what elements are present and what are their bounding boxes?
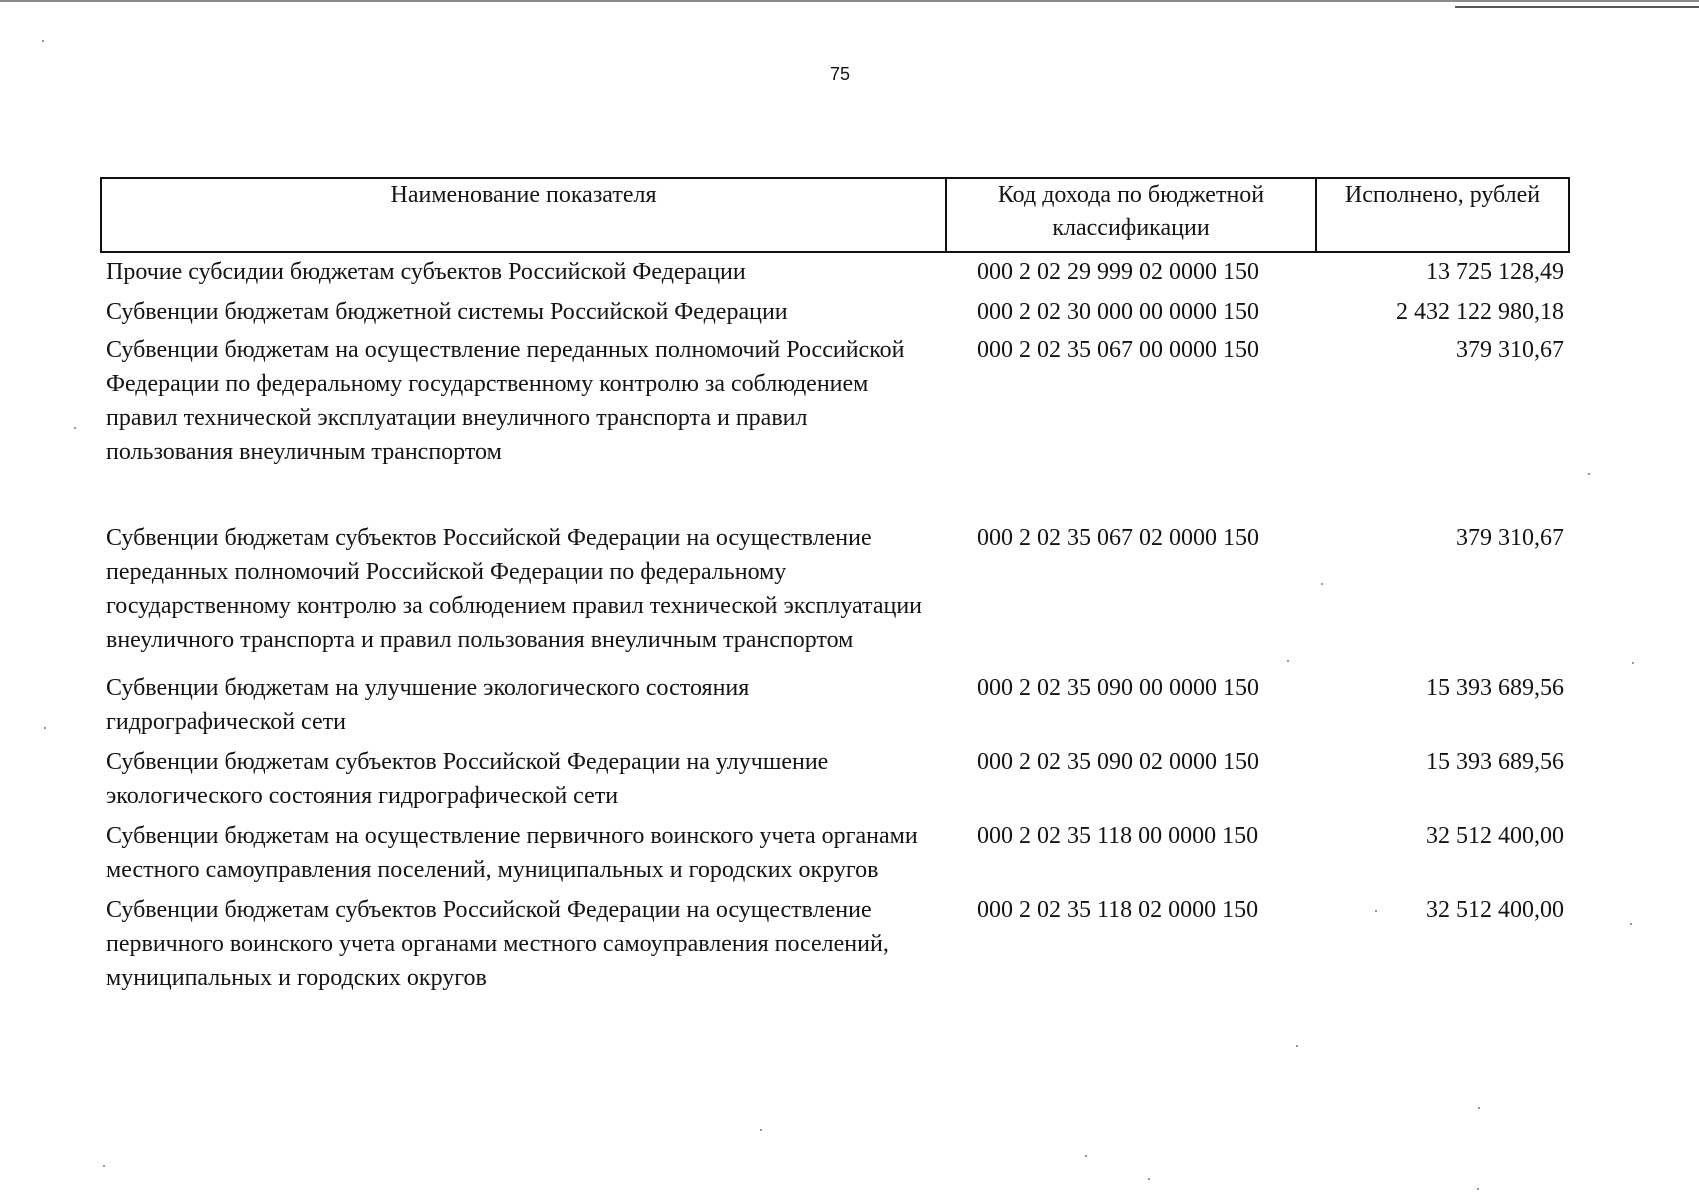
table-row <box>101 333 1569 521</box>
row-code: 000 2 02 35 090 02 0000 150 <box>977 749 1259 775</box>
scan-speck <box>1477 1188 1479 1190</box>
row-executed: 2 432 122 980,18 <box>1396 299 1564 325</box>
row-executed: 32 512 400,00 <box>1426 897 1564 923</box>
scan-speck <box>74 427 76 429</box>
table-row <box>101 671 1569 745</box>
row-executed: 15 393 689,56 <box>1426 675 1564 701</box>
budget-income-table <box>100 177 1570 1001</box>
row-name: Субвенции бюджетам на осуществление переданных полномочий Российской Федерации по федеральному государственному контролю за соблюдением правил технической эксплуатации внеуличного транспорта и правил пользования внеуличным транспортом <box>106 337 905 465</box>
scan-speck <box>1630 923 1632 925</box>
header-executed: Исполнено, рублей <box>1316 178 1569 252</box>
row-name: Субвенции бюджетам бюджетной системы Российской Федерации <box>106 299 788 325</box>
row-code: 000 2 02 35 090 00 0000 150 <box>977 675 1259 701</box>
scan-speck <box>44 727 46 729</box>
header-row <box>101 178 1569 252</box>
scan-speck <box>1321 583 1323 585</box>
row-code: 000 2 02 35 118 02 0000 150 <box>977 897 1259 923</box>
row-name: Прочие субсидии бюджетам субъектов Российской Федерации <box>106 259 746 285</box>
scan-speck <box>1296 1045 1298 1047</box>
row-name: Субвенции бюджетам на осуществление первичного воинского учета органами местного самоуправления поселений, муниципальных и городских округов <box>106 823 918 883</box>
scan-speck <box>1148 1178 1150 1180</box>
table-header <box>101 178 1569 252</box>
scan-speck <box>1588 473 1590 475</box>
row-code: 000 2 02 35 118 00 0000 150 <box>977 823 1259 849</box>
row-code: 000 2 02 35 067 00 0000 150 <box>977 337 1259 363</box>
row-name: Субвенции бюджетам субъектов Российской Федерации на осуществление переданных полномочий Российской Федерации по федеральному государственному контролю за соблюдением правил технической эксплуатации внеуличного транспорта и правил пользования внеуличным транспортом <box>106 525 922 653</box>
row-code: 000 2 02 35 067 02 0000 150 <box>977 525 1259 551</box>
row-executed: 32 512 400,00 <box>1426 823 1564 849</box>
table-row <box>101 819 1569 893</box>
scan-speck <box>760 1129 762 1131</box>
scan-edge-mark <box>1455 6 1699 8</box>
scan-speck <box>1085 1155 1087 1157</box>
scan-speck <box>42 40 44 42</box>
scan-speck <box>1375 910 1377 912</box>
scan-speck <box>1632 662 1634 664</box>
row-executed: 379 310,67 <box>1456 337 1564 363</box>
table-row <box>101 521 1569 671</box>
row-code: 000 2 02 30 000 00 0000 150 <box>977 299 1259 325</box>
table-row <box>101 252 1569 295</box>
table-row <box>101 295 1569 333</box>
scan-edge-top <box>0 0 1699 2</box>
row-code: 000 2 02 29 999 02 0000 150 <box>977 259 1259 285</box>
page-number: 75 <box>829 64 851 84</box>
row-name: Субвенции бюджетам субъектов Российской Федерации на осуществление первичного воинского учета органами местного самоуправления поселений, муниципальных и городских округов <box>106 897 889 991</box>
row-name: Субвенции бюджетам субъектов Российской Федерации на улучшение экологического состояния гидрографической сети <box>106 749 829 809</box>
row-executed: 379 310,67 <box>1456 525 1564 551</box>
row-executed: 13 725 128,49 <box>1426 259 1564 285</box>
table-row <box>101 745 1569 819</box>
scan-speck <box>103 1165 105 1167</box>
table-row <box>101 893 1569 1001</box>
header-code: Код дохода по бюджетной классификации <box>946 178 1316 252</box>
scan-speck <box>1287 660 1289 662</box>
row-executed: 15 393 689,56 <box>1426 749 1564 775</box>
row-name: Субвенции бюджетам на улучшение экологического состояния гидрографической сети <box>106 675 750 735</box>
header-name: Наименование показателя <box>101 178 946 252</box>
table-body <box>101 252 1569 1001</box>
scan-speck <box>1478 1107 1480 1109</box>
